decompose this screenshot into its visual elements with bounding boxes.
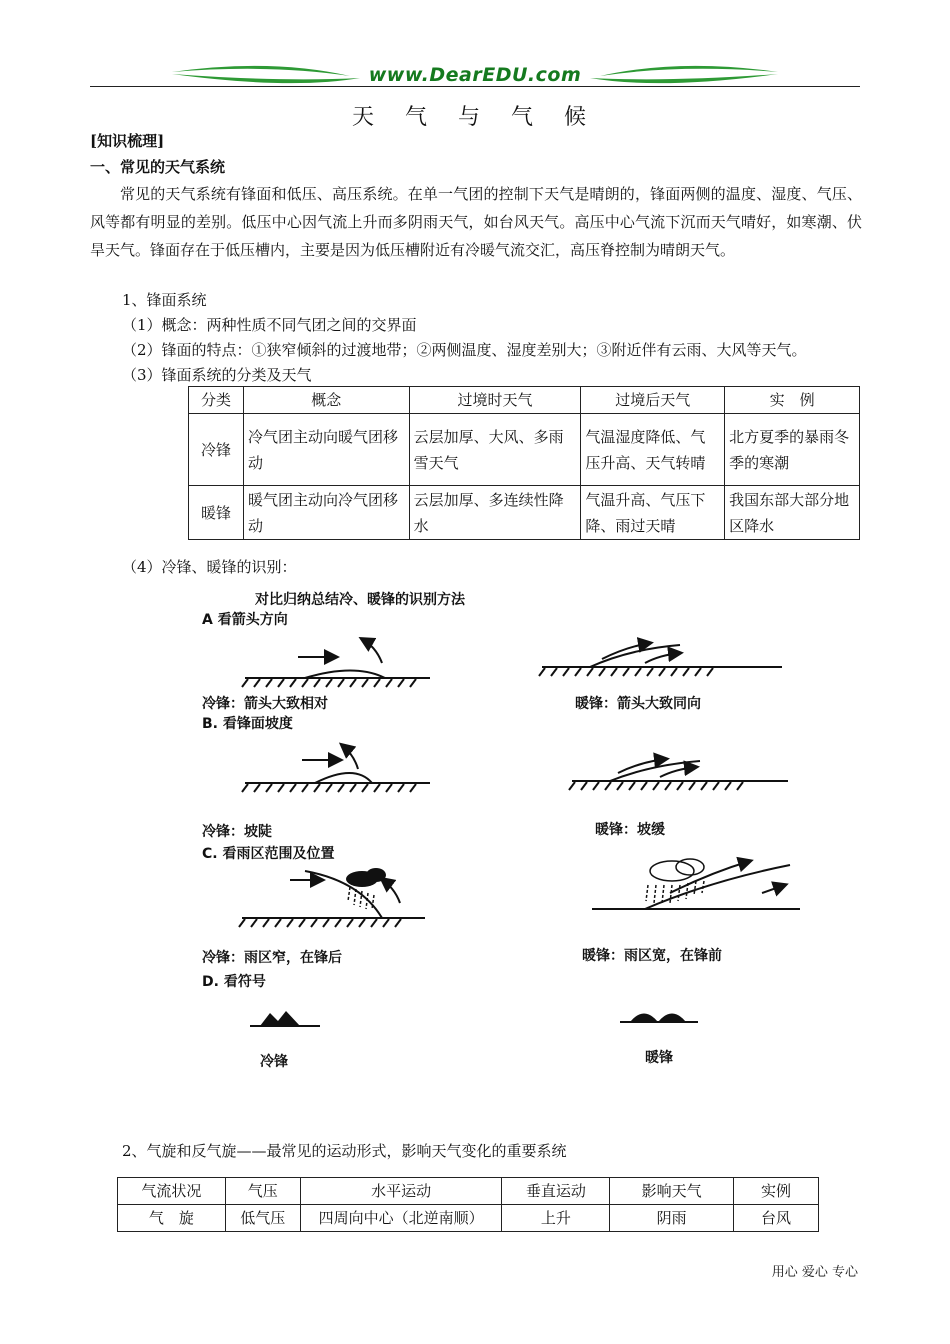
table-cell: 暖气团主动向冷气团移动 bbox=[243, 486, 409, 540]
figure-caption-c-warm: 暖锋：雨区宽，在锋前 bbox=[582, 948, 722, 964]
intro-line: 天气。 bbox=[690, 241, 736, 259]
figure-caption-d-cold: 冷锋 bbox=[260, 1054, 288, 1070]
cold-front-slope-diagram bbox=[242, 745, 430, 792]
figure-caption-c-cold: 冷锋：雨区窄，在锋后 bbox=[202, 950, 342, 966]
table-row bbox=[189, 414, 860, 486]
figure-label-b: B. 看锋面坡度 bbox=[202, 716, 293, 732]
table-header-cell: 实 例 bbox=[725, 387, 860, 414]
figure-caption-a-warm: 暖锋：箭头大致同向 bbox=[575, 696, 701, 712]
figure-caption-b-cold: 冷锋：坡陡 bbox=[202, 824, 272, 840]
table-header-row bbox=[118, 1178, 819, 1205]
item-features: （2）锋面的特点：①狭窄倾斜的过渡地带；②两侧温度、湿度差别大；③附近伴有云雨、大风等天气。 bbox=[122, 341, 807, 359]
table-header-row bbox=[189, 387, 860, 414]
table-cell: 低气压 bbox=[225, 1205, 300, 1232]
header-rule bbox=[90, 86, 860, 87]
table-header-cell: 分类 bbox=[189, 387, 244, 414]
warm-front-rain-diagram bbox=[592, 861, 800, 909]
cyclone-table bbox=[117, 1177, 819, 1232]
intro-paragraph bbox=[90, 180, 862, 264]
front-diagrams bbox=[190, 585, 820, 1090]
cold-front-symbol-icon bbox=[260, 1011, 300, 1026]
warm-front-symbol-icon bbox=[630, 1014, 686, 1023]
figure-caption-d-warm: 暖锋 bbox=[645, 1050, 673, 1066]
table-cell: 云层加厚、大风、多雨雪天气 bbox=[409, 414, 581, 486]
table-cell: 气 旋 bbox=[118, 1205, 226, 1232]
heading-weather-systems: 一、常见的天气系统 bbox=[90, 158, 226, 176]
table-cell: 我国东部大部分地区降水 bbox=[725, 486, 860, 540]
cold-front-rain-diagram bbox=[239, 871, 425, 927]
subheading-front-system: 1、锋面系统 bbox=[122, 291, 207, 309]
table-cell: 云层加厚、多连续性降水 bbox=[409, 486, 581, 540]
table-header-cell: 影响天气 bbox=[610, 1178, 734, 1205]
table-header-cell: 水平运动 bbox=[300, 1178, 502, 1205]
page-title: 天 气 与 气 候 bbox=[352, 105, 598, 130]
item-identification: （4）冷锋、暖锋的识别： bbox=[122, 558, 297, 576]
item-classification: （3）锋面系统的分类及天气 bbox=[122, 366, 312, 384]
table-cell: 气温湿度降低、气压升高、天气转晴 bbox=[581, 414, 725, 486]
table-cell: 台风 bbox=[734, 1205, 819, 1232]
figure-title: 对比归纳总结冷、暖锋的识别方法 bbox=[255, 592, 465, 608]
table-row bbox=[189, 486, 860, 540]
cloud-icon bbox=[346, 868, 386, 887]
table-header-cell: 气流状况 bbox=[118, 1178, 226, 1205]
table-header-cell: 垂直运动 bbox=[502, 1178, 610, 1205]
figure-label-c: C. 看雨区范围及位置 bbox=[202, 846, 335, 862]
figure-label-a: A 看箭头方向 bbox=[202, 612, 288, 628]
table-cell: 冷气团主动向暖气团移动 bbox=[243, 414, 409, 486]
subheading-cyclone: 2、气旋和反气旋——最常见的运动形式，影响天气变化的重要系统 bbox=[122, 1142, 567, 1160]
table-header-cell: 过境时天气 bbox=[409, 387, 581, 414]
front-identification-figure bbox=[190, 585, 820, 1090]
table-cell: 阴雨 bbox=[610, 1205, 734, 1232]
cold-front-arrows-diagram bbox=[242, 639, 430, 687]
warm-front-slope-diagram bbox=[569, 759, 788, 790]
figure-caption-a-cold: 冷锋：箭头大致相对 bbox=[202, 696, 328, 712]
page-footer: 用心 爱心 专心 bbox=[771, 1265, 858, 1280]
figure-caption-b-warm: 暖锋：坡缓 bbox=[595, 822, 665, 838]
table-header-cell: 概念 bbox=[243, 387, 409, 414]
intro-line: 常见的天气系统有锋面和低压、高压系统。在单一气团的控制下天气是晴朗的，锋面两侧的温度、湿度、 bbox=[120, 185, 817, 203]
table-header-cell: 实例 bbox=[734, 1178, 819, 1205]
table-cell: 暖锋 bbox=[189, 486, 244, 540]
site-logo: www.DearEDU.com bbox=[368, 64, 582, 86]
table-cell: 北方夏季的暴雨冬季的寒潮 bbox=[725, 414, 860, 486]
table-cell: 气温升高、气压下降、雨过天晴 bbox=[581, 486, 725, 540]
intro-line: 气压、风等都有明显的差别。低压中心因气流上升而多阴雨天气，如台风天气。高压中心气流下沉而天气晴 bbox=[90, 185, 862, 231]
intro-line: 好，如寒潮、伏旱天气。锋面存在于低压槽内，主要是因为低压槽附近有冷暖气流交汇，高压脊控制为晴朗 bbox=[90, 213, 862, 259]
item-concept: （1）概念：两种性质不同气团之间的交界面 bbox=[122, 316, 417, 334]
table-cell: 上升 bbox=[502, 1205, 610, 1232]
table-header-cell: 过境后天气 bbox=[581, 387, 725, 414]
table-row bbox=[118, 1205, 819, 1232]
section-tag: [知识梳理] bbox=[90, 132, 165, 150]
figure-label-d: D. 看符号 bbox=[202, 974, 266, 990]
front-table bbox=[188, 386, 860, 540]
cloud-icon bbox=[650, 859, 704, 881]
table-cell: 四周向中心（北逆南顺） bbox=[300, 1205, 502, 1232]
table-header-cell: 气压 bbox=[225, 1178, 300, 1205]
table-cell: 冷锋 bbox=[189, 414, 244, 486]
warm-front-arrows-diagram bbox=[539, 643, 782, 676]
